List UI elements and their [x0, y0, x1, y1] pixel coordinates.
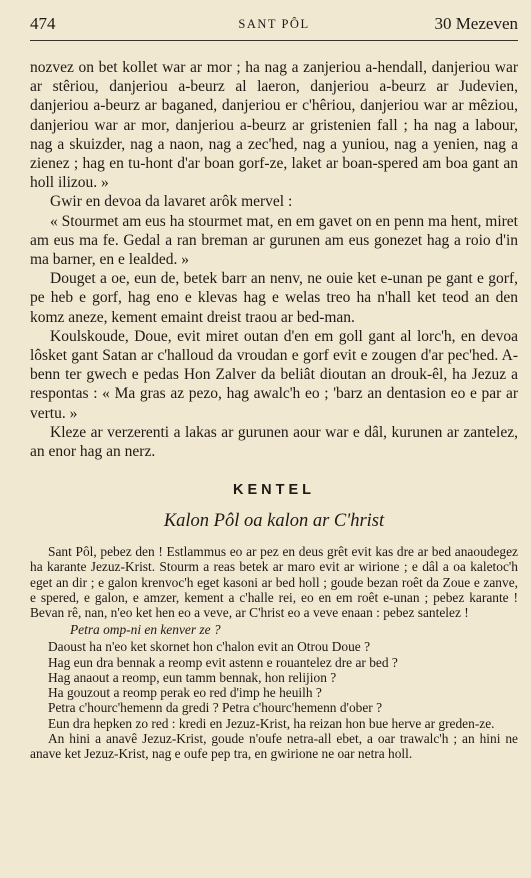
lesson-line: Hag eun dra bennak a reomp evit astenn e rouantelez dre ar bed ? [48, 654, 398, 670]
lesson-line: Petra c'hourc'hemenn da gredi ? Petra c'hourc'hemenn d'ober ? [48, 700, 383, 716]
page-body [30, 58, 518, 761]
lesson-line: Ha gouzout a reomp perak eo red d'imp he heuilh ? [48, 685, 322, 701]
page-number: 474 [30, 14, 56, 33]
lesson-line: Eun dra hepken zo red : kredi en Jezuz-Krist, ha reizan hon bue herve ar greden-ze. [48, 715, 495, 731]
reading-paragraph: Koulskoude, Doue, evit miret outan d'en em goll gant al lorc'h, en devoa lôsket gant Satan ar c'halloud da vroudan e gorf evit e zougen d'ar pec'hed. A-benn ter gwech e pedas Hon Zalver da beliât dioutan an drouk-êl, ha Jezuz a respontas : « Ma gras az pezo, hag awalc'h eo ; 'barz an dentasion eo e par ar vertu. » [30, 327, 518, 422]
running-title: SANT PÔL [238, 17, 310, 31]
lesson-line: Daoust ha n'eo ket skornet hon c'halon evit an Otrou Doue ? [48, 639, 371, 655]
header-date: 30 Mezeven [434, 14, 518, 33]
reading-paragraph: nozvez on bet kollet war ar mor ; ha nag a zanjeriou a-hendall, danjeriou war ar stêriou, danjeriou a-beurz al laeron, danjeriou a-beurz ar Judevien, danjeriou a-beurz ar baganed, danjeriou er c'hêriou, danjeriou war ar mêziou, danjeriou war ar mor, danjeriou a-beurz ar gristenien fall ; ha nag a labour, nag a skuizder, nag a naon, nag a zec'hed, nag a yuniou, nag a yenien, nag a zienez ; hag en tu-hont d'ar boan gorf-ze, laket ar boan-spered am boa gant an holl ilizou. » [30, 59, 518, 192]
reading-paragraph: Gwir en devoa da lavaret arôk mervel : [50, 193, 293, 211]
lesson-closing: An hini a anavê Jezuz-Krist, goude n'oufe netra-all ebet, a oar trawalc'h ; an hini ne anave ket Jezuz-Krist, nag e oufe pep tra, en gwirione ne oar netra holl. [30, 730, 518, 761]
lesson-intro: Sant Pôl, pebez den ! Estlammus eo ar pez en deus grêt evit kas dre ar bed anaoudegez ha karante Jezuz-Krist. Stourm a reas betek ar maro evit ar wirione ; e dâl a oa kaletoc'h eget an dir ; e galon krenvoc'h eget kasoni ar bed holl ; goude bezan roêt da Zoue e zanve, e spered, e galon, e amzer, kement a c'halle rei, eo en em roêt e-unan ; pebez karante ! Bevan rê, nan, n'eo ket hen eo a veve, ar C'hrist eo a veve enaan : pebez santelez ! [30, 544, 518, 621]
reading-paragraph: « Stourmet am eus ha stourmet mat, en em gavet on en penn ma hent, miret am eus ma fe. Gedal a ran breman ar gurunen am eus gonezet hag a roio d'in ma barner, en e lealded. » [30, 212, 518, 269]
section-title: KENTEL [233, 482, 315, 499]
page-header [30, 14, 518, 41]
reading-paragraph: Kleze ar verzerenti a lakas ar gurunen aour war e dâl, kurunen ar zantelez, an enor hag an nerz. [30, 423, 518, 461]
reading-paragraph: Douget a oe, eun de, betek barr an nenv, ne ouie ket e-unan pe gant e gorf, pe heb e gorf, hag eno e klevas hag e welas treo ha n'hall ket teod an den komz aneze, kement emaint dreist traou ar bed-man. [30, 270, 518, 326]
section-subtitle: Kalon Pôl oa kalon ar C'hrist [163, 511, 385, 532]
lesson-question: Petra omp-ni en kenver ze ? [70, 622, 221, 638]
lesson-line: Hag anaout a reomp, eun tamm bennak, hon relijion ? [48, 669, 337, 685]
